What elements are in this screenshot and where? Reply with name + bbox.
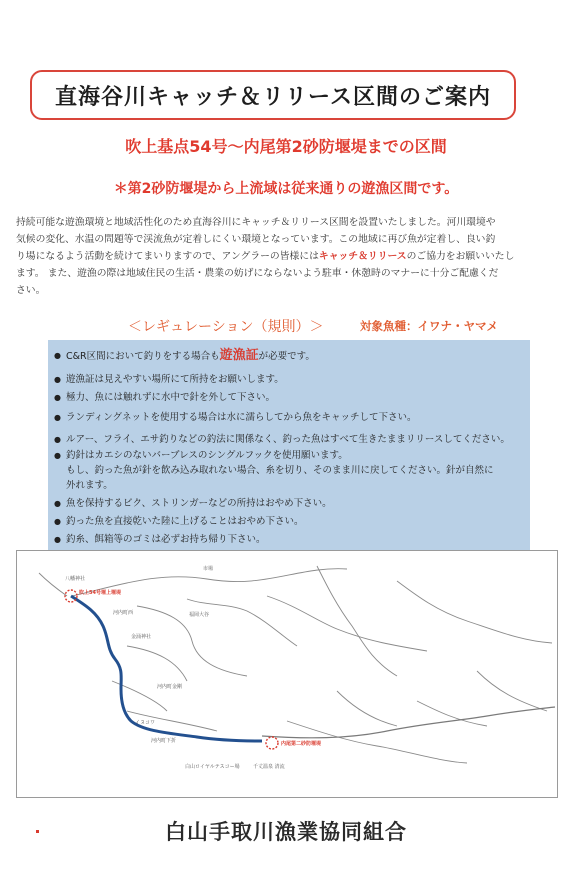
intro-line-3a: り場になるよう活動を続けてまいりますので、アングラーの皆様には: [16, 251, 319, 262]
rule-item: [54, 410, 524, 425]
bullet-icon: ●: [54, 375, 61, 384]
bullet-icon: ●: [54, 435, 61, 444]
river-lower-course: [262, 707, 555, 738]
map-place-label: 福岡大谷: [189, 612, 210, 618]
rule-text: 遊漁証は見えやすい場所にて所持をお願いします。: [66, 374, 284, 385]
catch-release-river-section: [71, 596, 262, 741]
start-point-label: 吹上54号堰上堰堤: [79, 590, 121, 596]
intro-line-3: [16, 248, 548, 265]
river-map: [16, 550, 558, 798]
bullet-icon: ●: [54, 517, 61, 526]
rule-text-continued: 外れます。: [66, 480, 113, 491]
map-place-label: 河内町金剛: [157, 684, 183, 690]
map-place-label: 金涌神社: [131, 634, 152, 640]
rules-box: [48, 340, 530, 550]
bullet-icon: ●: [54, 393, 61, 402]
rule-text: が必要です。: [258, 351, 315, 362]
intro-paragraph: [16, 214, 548, 299]
rule-text: ランディングネットを使用する場合は水に濡らしてから魚をキャッチして下さい。: [66, 412, 417, 423]
page-title: 直海谷川キャッチ＆リリース区間のご案内: [55, 84, 491, 110]
rule-text-continued: もし、釣った魚が針を飲み込み取れない場合、糸を切り、そのまま川に戻してください。針が自然に: [66, 465, 494, 476]
rule-text: 釣った魚を直接乾いた陸に上げることはおやめ下さい。: [66, 516, 304, 527]
section-range: 吹上基点54号～内尾第2砂防堰堤までの区間: [125, 137, 447, 156]
bullet-icon: ●: [54, 535, 61, 544]
rule-item: [54, 496, 524, 511]
rule-text: 極力、魚には触れずに水中で針を外して下さい。: [66, 392, 276, 403]
end-point-marker: [266, 737, 278, 749]
target-fish: 対象魚種：イワナ・ヤマメ: [360, 319, 498, 333]
rule-item: [54, 372, 524, 387]
map-place-label: 市場: [203, 566, 214, 572]
bullet-icon: ●: [54, 499, 61, 508]
intro-line-1: 持続可能な遊漁環境と地域活性化のため直海谷川にキャッチ＆リリース区間を設置いたしました。河川環境や: [16, 217, 496, 228]
rule-text: ルアー、フライ、エサ釣りなどの釣法に関係なく、釣った魚はすべて生きたままリリースしてください。: [66, 434, 510, 445]
rule-item: [54, 390, 524, 405]
upstream-notice: ＊第2砂防堰堤から上流域は従来通りの遊漁区間です。: [113, 181, 459, 197]
title-box: [30, 70, 516, 120]
regulations-heading: ＜レギュレーション（規則）＞: [128, 319, 324, 335]
map-drawing: [17, 551, 557, 797]
catch-release-highlight: キャッチ＆リリース: [318, 251, 407, 262]
fishing-license-emphasis: 遊漁証: [219, 348, 259, 363]
intro-line-2: 気候の変化、水温の問題等で渓流魚が定着しにくい環境となっています。この地域に再び魚が定着し、良い釣: [16, 234, 496, 245]
rule-item: [54, 532, 524, 547]
map-place-label: イヌコワ: [135, 720, 156, 726]
rule-item: [54, 514, 524, 529]
end-point-label: 内尾第二砂防堰堤: [281, 741, 322, 747]
map-place-label: 河内町西: [113, 610, 134, 616]
map-place-label: 河内町下折: [151, 738, 177, 744]
intro-line-3c: のご協力をお願いいたし: [406, 251, 515, 262]
intro-line-4: ます。 また、遊漁の際は地域住民の生活・農業の妨げにならないよう駐車・休憩時のマナーに十分ご配慮くだ: [16, 268, 499, 279]
organization-name: 白山手取川漁業協同組合: [165, 820, 407, 844]
rule-text: C&R区間において釣りをする場合も: [66, 351, 220, 362]
intro-line-5: さい。: [16, 285, 46, 296]
rule-item: [54, 432, 524, 447]
bullet-icon: ●: [54, 351, 61, 360]
rule-item: [54, 448, 524, 493]
bullet-icon: ●: [54, 451, 61, 460]
map-place-label: 八幡神社: [65, 576, 86, 582]
red-dot-mark: [36, 830, 39, 833]
bullet-icon: ●: [54, 413, 61, 422]
map-place-label: 千丈温泉 清流: [253, 764, 285, 770]
rule-item: [54, 348, 524, 364]
rule-text: 釣針はカエシのないバーブレスのシングルフックを使用願います。: [66, 450, 348, 461]
rule-text: 魚を保持するビク、ストリンガーなどの所持はおやめ下さい。: [66, 498, 332, 509]
map-place-label: 白山ロイヤルテスコー場: [185, 764, 240, 770]
rule-text: 釣糸、餌箱等のゴミは必ずお持ち帰り下さい。: [66, 534, 266, 545]
